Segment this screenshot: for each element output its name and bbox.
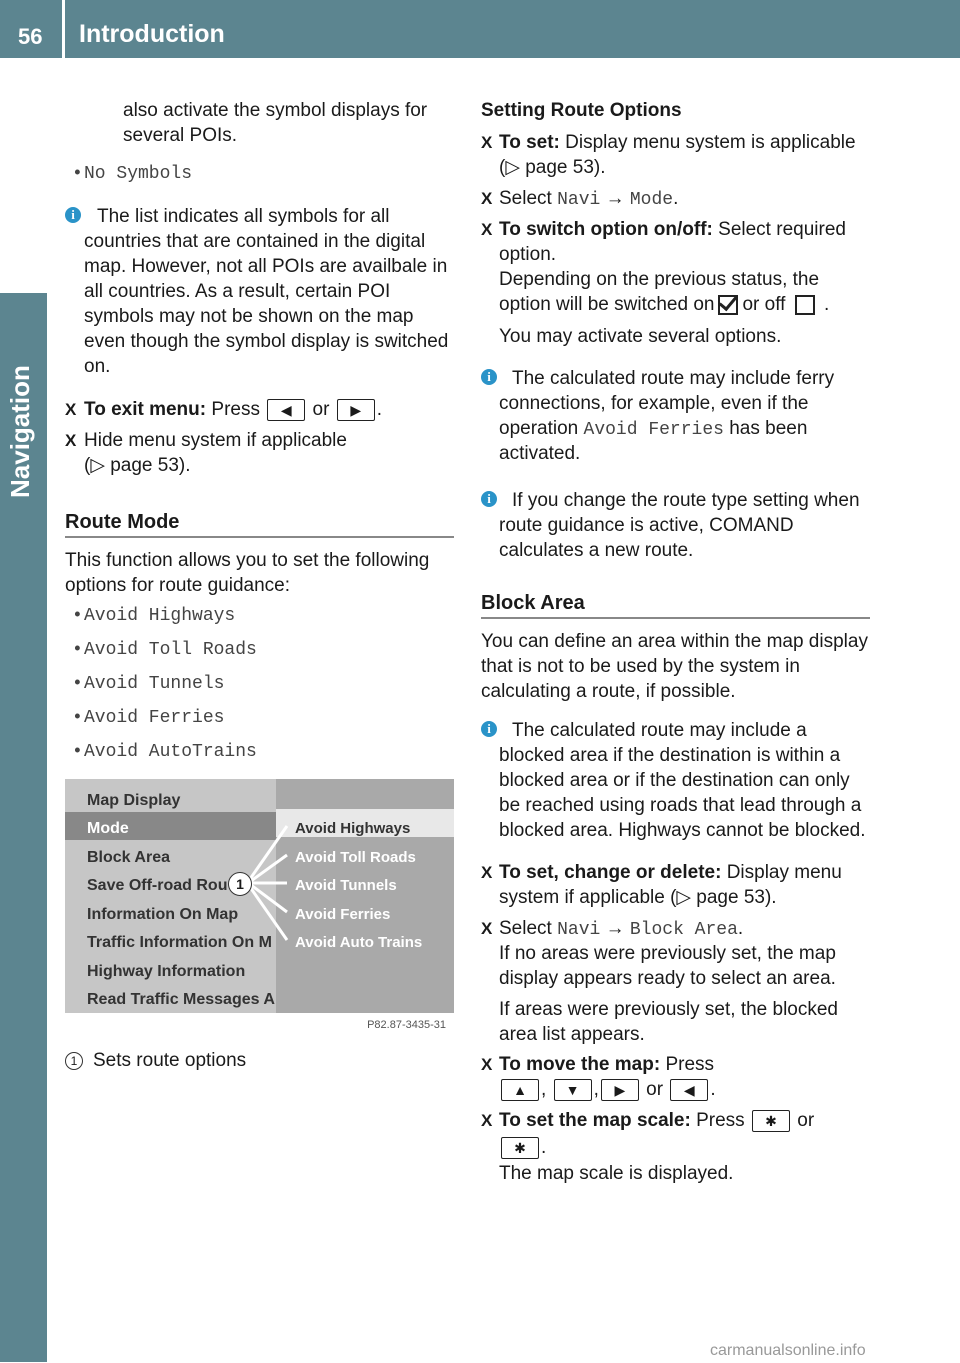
route-option: • Avoid Toll Roads bbox=[84, 638, 257, 663]
zoom-out-key-icon: ✱ bbox=[501, 1137, 539, 1159]
info-icon: i bbox=[481, 721, 497, 737]
zoom-in-key-icon: ✱ bbox=[752, 1110, 790, 1132]
route-mode-intro: This function allows you to set the following bbox=[65, 550, 430, 571]
route-option: • Avoid Highways bbox=[84, 604, 235, 629]
page-ref: (▷ page 53). bbox=[84, 455, 191, 476]
step-text: If areas were previously set, the blocked bbox=[499, 999, 839, 1020]
note-line: If you change the route type setting when bbox=[512, 490, 860, 511]
step-text: system if applicable (▷ page 53). bbox=[499, 887, 777, 908]
right-key: ▶ bbox=[337, 399, 375, 421]
setting-route-options-heading: Setting Route Options bbox=[481, 100, 682, 121]
block-area-heading: Block Area bbox=[481, 592, 585, 614]
step-marker: X bbox=[481, 220, 493, 239]
option-item: Avoid Tunnels bbox=[295, 877, 397, 894]
route-mode-screenshot bbox=[65, 779, 454, 1042]
note-line: all countries. As a result, certain POI bbox=[84, 281, 391, 302]
note-line: route guidance is active, COMAND bbox=[499, 515, 794, 536]
figure-caption: 1 Sets route options bbox=[65, 1048, 246, 1073]
map-scale-key: ✱ . bbox=[499, 1135, 546, 1160]
note-line: be reached using roads that lead through a bbox=[499, 795, 862, 816]
note-line: countries that are contained in the digital bbox=[84, 231, 426, 252]
note-line: blocked area. Highways cannot be blocked. bbox=[499, 820, 866, 841]
note-line: even though the symbol display is switched bbox=[84, 331, 449, 352]
step-text: display appears ready to select an area. bbox=[499, 968, 836, 989]
down-key: ▼ bbox=[554, 1079, 592, 1101]
note-line: activated. bbox=[499, 443, 581, 464]
checkbox-off-icon bbox=[795, 295, 815, 315]
info-icon: i bbox=[481, 491, 497, 507]
left-key: ◀ bbox=[670, 1079, 708, 1101]
step-marker: X bbox=[481, 919, 493, 938]
option-no-symbols: • No Symbols bbox=[84, 162, 192, 187]
step-marker: X bbox=[481, 1055, 493, 1074]
exit-menu-step: To exit menu: Press ◀ or ▶ . bbox=[84, 399, 382, 420]
step-text: option will be switched on or off . bbox=[499, 294, 830, 315]
move-map-keys: ▲ , ▼ , ▶ or ◀ . bbox=[499, 1077, 716, 1102]
header-divider bbox=[62, 0, 65, 58]
option-item: Avoid Ferries bbox=[295, 906, 391, 923]
callout-badge: 1 bbox=[228, 872, 252, 896]
info-icon: i bbox=[65, 207, 81, 223]
note-line: The calculated route may include a bbox=[512, 720, 807, 741]
menu-item: Read Traffic Messages A bbox=[87, 991, 275, 1008]
menu-item: Traffic Information On M bbox=[87, 934, 272, 951]
note-line: map. However, not all POIs are availbale in bbox=[84, 256, 448, 277]
menu-item: Information On Map bbox=[87, 906, 239, 923]
step-marker: X bbox=[481, 1111, 493, 1130]
route-mode-heading: Route Mode bbox=[65, 511, 180, 533]
route-option: • Avoid Ferries bbox=[84, 706, 224, 731]
menu-item: Block Area bbox=[87, 849, 170, 866]
heading-rule bbox=[481, 617, 870, 619]
select-mode-step: Select Navi → Mode. bbox=[499, 188, 679, 210]
move-map-step: To move the map: Press bbox=[499, 1054, 715, 1075]
block-intro: that is not to be used by the system in bbox=[481, 656, 800, 677]
option-item: Avoid Highways bbox=[295, 820, 411, 837]
page-ref: (▷ page 53). bbox=[499, 157, 606, 178]
menu-item: Save Off-road Rou bbox=[87, 877, 228, 894]
note-line: operation Avoid Ferries has been bbox=[499, 418, 808, 440]
map-scale-step: To set the map scale: Press ✱ or bbox=[499, 1110, 815, 1131]
step-marker: X bbox=[481, 133, 493, 152]
note-line: symbols may not be shown on the map bbox=[84, 306, 414, 327]
route-option: • Avoid Tunnels bbox=[84, 672, 224, 697]
up-key: ▲ bbox=[501, 1079, 539, 1101]
route-mode-intro: options for route guidance: bbox=[65, 575, 290, 596]
hide-menu-step: Hide menu system if applicable bbox=[84, 430, 347, 451]
menu-item: Highway Information bbox=[87, 963, 246, 980]
to-set-step: To set: Display menu system is applicable bbox=[499, 132, 856, 153]
caption-number: 1 bbox=[65, 1052, 83, 1070]
step-text: If no areas were previously set, the map bbox=[499, 943, 836, 964]
option-item: Avoid Toll Roads bbox=[295, 849, 416, 866]
step-text: Depending on the previous status, the bbox=[499, 269, 820, 290]
side-tab-label: Navigation bbox=[5, 365, 35, 498]
set-change-delete-step: To set, change or delete: Display menu bbox=[499, 862, 842, 883]
callout-lines bbox=[65, 779, 454, 1013]
note-line: The list indicates all symbols for all bbox=[97, 206, 390, 227]
note-line: blocked area if the destination is within a bbox=[499, 745, 841, 766]
watermark: carmanualsonline.info bbox=[710, 1342, 866, 1359]
heading-rule bbox=[65, 536, 454, 538]
block-intro: You can define an area within the map display bbox=[481, 631, 868, 652]
option-item: Avoid Auto Trains bbox=[295, 934, 423, 951]
note-line: The calculated route may include ferry bbox=[512, 368, 835, 389]
note-line: on. bbox=[84, 356, 111, 377]
step-marker: X bbox=[65, 400, 77, 419]
note-line: connections, for example, even if the bbox=[499, 393, 809, 414]
step-marker: X bbox=[65, 431, 77, 450]
select-block-area-step: Select Navi → Block Area. bbox=[499, 918, 744, 940]
note-line: calculates a new route. bbox=[499, 540, 694, 561]
page-number: 56 bbox=[18, 24, 43, 49]
info-icon: i bbox=[481, 369, 497, 385]
step-marker: X bbox=[481, 189, 493, 208]
step-text: The map scale is displayed. bbox=[499, 1163, 734, 1184]
section-title: Introduction bbox=[79, 20, 225, 48]
step-text: option. bbox=[499, 244, 557, 265]
step-text: You may activate several options. bbox=[499, 326, 782, 347]
left-key: ◀ bbox=[267, 399, 305, 421]
step-marker: X bbox=[481, 863, 493, 882]
continued-text-1: also activate the symbol displays for bbox=[123, 100, 428, 121]
menu-item: Mode bbox=[87, 820, 129, 837]
continued-text-2: several POIs. bbox=[123, 125, 238, 146]
menu-item: Map Display bbox=[87, 792, 181, 809]
step-text: area list appears. bbox=[499, 1024, 645, 1045]
block-intro: calculating a route, if possible. bbox=[481, 681, 736, 702]
note-line: blocked area or if the destination can only bbox=[499, 770, 850, 791]
switch-option-step: To switch option on/off: Select required bbox=[499, 219, 846, 240]
checkbox-on-icon bbox=[718, 295, 738, 315]
right-key: ▶ bbox=[601, 1079, 639, 1101]
route-option: • Avoid AutoTrains bbox=[84, 740, 257, 765]
figure-code: P82.87-3435-31 bbox=[367, 1019, 446, 1031]
